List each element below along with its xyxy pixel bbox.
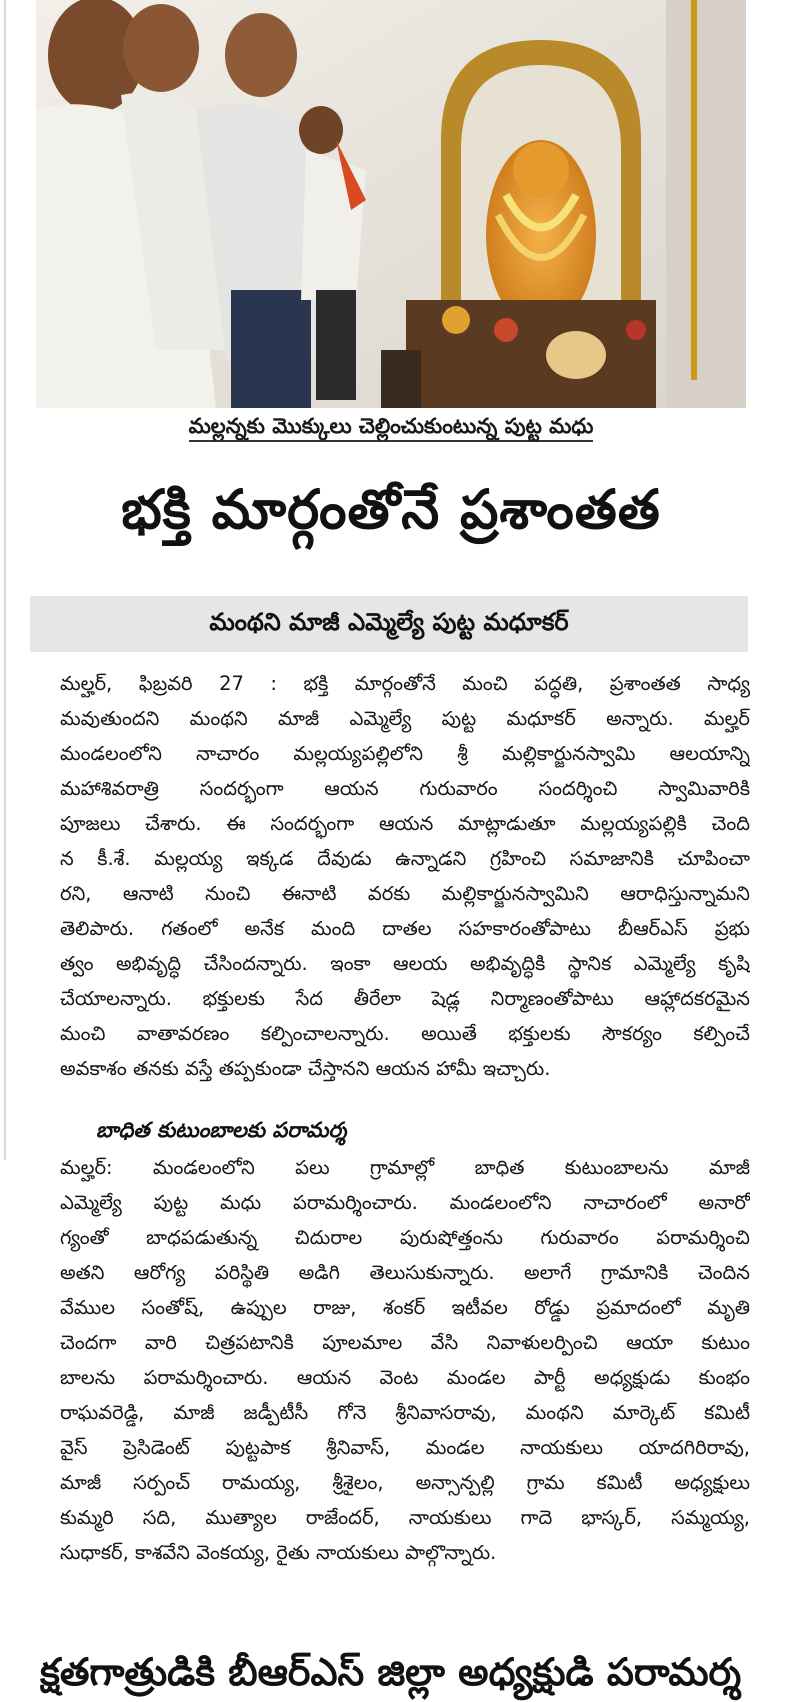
article-line: రని, ఆనాటి నుంచి ఈనాటి వరకు మల్లికార్జునస్వామిని ఆరాధిస్తున్నామని xyxy=(60,882,750,905)
article-line: న కీ.శే. మల్లయ్య ఇక్కడ దేవుడు ఉన్నాడని గ్రహించి సమాజానికి చూపించా xyxy=(60,847,750,870)
article-body xyxy=(60,666,750,1086)
article-line: సుధాకర్, కాశవేని వెంకయ్య, రైతు నాయకులు పాల్గొన్నారు. xyxy=(60,1541,497,1564)
article-line: చేయాలన్నారు. భక్తులకు సేద తీరేలా షెడ్ల నిర్మాణంతోపాటు ఆహ్లాదకరమైన xyxy=(60,987,750,1010)
article-line: మల్హర్, ఫిబ్రవరి 27 : భక్తి మార్గంతోనే మంచి పద్ధతి, ప్రశాంతత సాధ్య xyxy=(60,672,750,695)
article-line: మవుతుందని మంథని మాజీ ఎమ్మెల్యే పుట్ట మధూకర్ అన్నారు. మల్హర్ xyxy=(60,707,750,730)
article-line: కుమ్మరి సది, ముత్యాల రాజేందర్, నాయకులు గాదె భాస్కర్, సమ్మయ్య, xyxy=(60,1506,750,1529)
article-line: బాలను పరామర్శించారు. ఆయన వెంట మండల పార్టీ అధ్యక్షుడు కుంభం xyxy=(60,1366,750,1389)
article-line: గ్యంతో బాధపడుతున్న చిదురాల పురుషోత్తంను గురువారం పరామర్శించి xyxy=(60,1226,750,1249)
subsection-title: బాధిత కుటుంబాలకు పరామర్శ xyxy=(96,1118,347,1142)
article-line: ఎమ్మెల్యే పుట్ట మధు పరామర్శించారు. మండలంలోని నాచారంలో అనారో xyxy=(60,1191,750,1214)
article-line: వేముల సంతోష్, ఉప్పుల రాజు, శంకర్ ఇటీవల రోడ్డు ప్రమాదంలో మృతి xyxy=(60,1296,750,1319)
article-line: పూజలు చేశారు. ఈ సందర్భంగా ఆయన మాట్లాడుతూ మల్లయ్యపల్లికి చెంది xyxy=(60,812,750,835)
article-line: చెందగా వారి చిత్రపటానికి పూలమాల వేసి నివాళులర్పించి ఆయా కుటుం xyxy=(60,1331,750,1354)
next-article-headline: క్షతగాత్రుడికి బీఆర్ఎస్ జిల్లా అధ్యక్షుడి పరామర్శ xyxy=(40,1650,742,1694)
article-line: అతని ఆరోగ్య పరిస్థితి అడిగి తెలుసుకున్నారు. అలాగే గ్రామానికి చెందిన xyxy=(60,1261,750,1284)
second-article-body xyxy=(60,1150,750,1570)
article-line: మంచి వాతావరణం కల్పించాలన్నారు. అయితే భక్తులకు సౌకర్యం కల్పించే xyxy=(60,1022,750,1045)
temple-photo xyxy=(36,0,746,408)
article-line: మండలంలోని నాచారం మల్లయ్యపల్లిలోని శ్రీ మల్లికార్జునస్వామి ఆలయాన్ని xyxy=(60,742,750,765)
article-line: రాఘవరెడ్డి, మాజీ జడ్పీటీసీ గోనె శ్రీనివాసరావు, మంథని మార్కెట్ కమిటీ xyxy=(60,1401,750,1424)
article-line: మాజీ సర్పంచ్ రామయ్య, శ్రీశైలం, అన్సాన్పల్లి గ్రామ కమిటీ అధ్యక్షులు xyxy=(60,1471,750,1494)
article-line: వైస్ ప్రెసిడెంట్ పుట్టపాక శ్రీనివాస్, మండల నాయకులు యాదగిరిరావు, xyxy=(60,1436,750,1459)
article-line: త్వం అభివృద్ధి చేసిందన్నారు. ఇంకా ఆలయ అభివృద్ధికి స్థానిక ఎమ్మెల్యే కృషి xyxy=(60,952,750,975)
subheadline: మంథని మాజీ ఎమ్మెల్యే పుట్ట మధూకర్ xyxy=(209,608,569,636)
article-line: తెలిపారు. గతంలో అనేక మంది దాతల సహకారంతోపాటు బీఆర్ఎస్ ప్రభు xyxy=(60,917,750,940)
photo-caption xyxy=(36,414,746,444)
article-line: అవకాశం తనకు వస్తే తప్పకుండా చేస్తానని ఆయన హామీ ఇచ్చారు. xyxy=(60,1057,551,1080)
photo-caption-text: మల్లన్నకు మొక్కులు చెల్లించుకుంటున్న పుట్ట మధు xyxy=(189,414,594,442)
article-line: మహాశివరాత్రి సందర్భంగా ఆయన గురువారం సందర్శించి స్వామివారికి xyxy=(60,777,750,800)
headline: భక్తి మార్గంతోనే ప్రశాంతత xyxy=(121,478,661,541)
column-rule xyxy=(4,0,6,1160)
article-line: మల్హర్: మండలంలోని పలు గ్రామాల్లో బాధిత కుటుంబాలను మాజీ xyxy=(60,1156,750,1179)
